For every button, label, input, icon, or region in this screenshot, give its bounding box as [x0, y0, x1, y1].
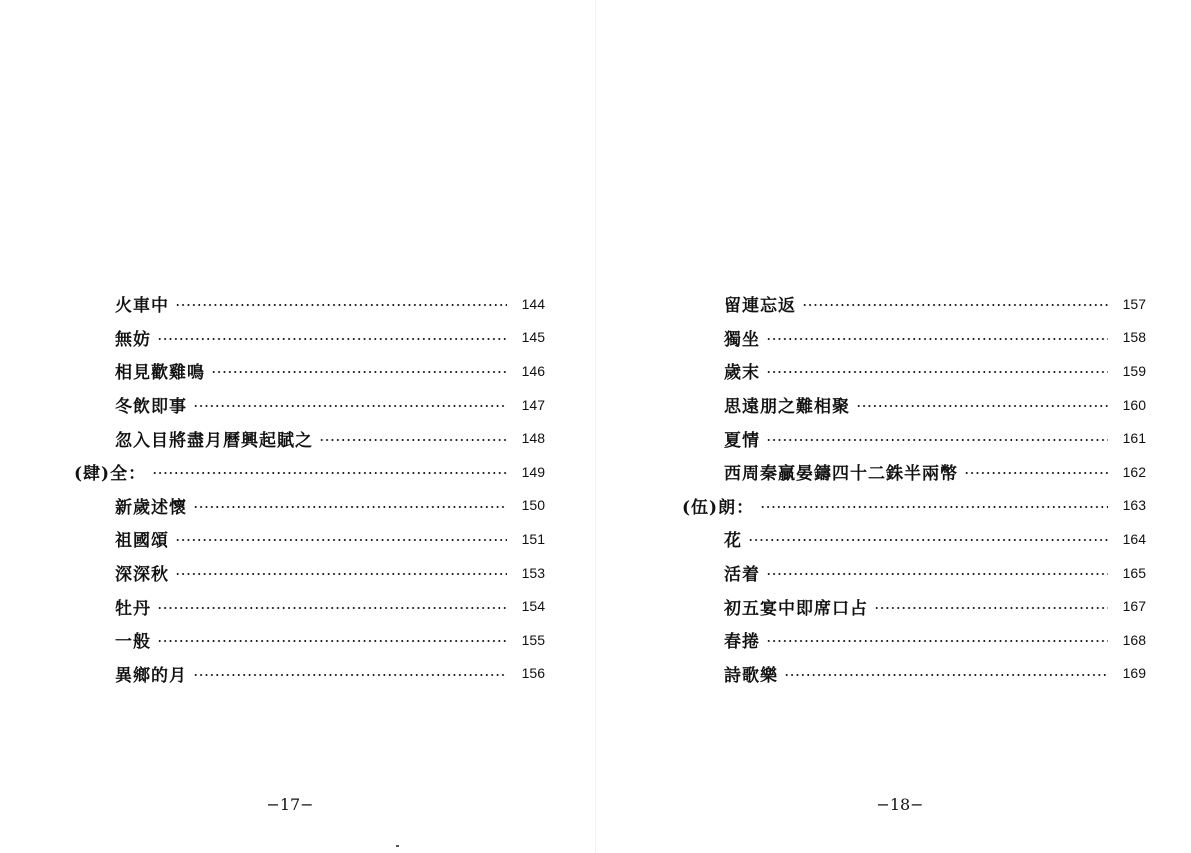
- toc-entry: [596, 421, 1146, 455]
- toc-entry: [0, 522, 545, 556]
- toc-entry: [0, 354, 545, 388]
- dot-leader: [766, 439, 1108, 441]
- toc-entry-title: 歲末: [724, 363, 760, 384]
- toc-entry-title: 無妨: [115, 329, 151, 350]
- toc-entry-title: 思遠朋之難相聚: [724, 397, 850, 418]
- page-number-right: −18−: [876, 795, 924, 814]
- toc-list-left: [0, 287, 545, 690]
- dot-leader: [175, 304, 507, 306]
- toc-section-heading: [0, 455, 545, 489]
- dot-leader: [802, 304, 1108, 306]
- toc-entry-page-number: 159: [1122, 362, 1146, 379]
- toc-entry: [0, 388, 545, 422]
- toc-entry-title: 相見歡雞鳴: [115, 363, 205, 384]
- toc-entry-title: 火車中: [115, 296, 169, 317]
- toc-entry-page-number: 155: [521, 631, 545, 648]
- toc-entry-title: 異鄉的月: [115, 665, 187, 686]
- toc-entry-title: 獨坐: [724, 329, 760, 350]
- dot-leader: [856, 405, 1108, 407]
- toc-entry-title: (肆)全：: [74, 464, 147, 485]
- left-page: [0, 0, 595, 853]
- toc-entry-title: 花: [724, 531, 742, 552]
- dot-leader: [766, 640, 1108, 642]
- dot-leader: [760, 506, 1108, 508]
- dot-leader: [157, 640, 507, 642]
- toc-entry-title: (伍)朗：: [682, 497, 755, 518]
- toc-entry-page-number: 163: [1122, 497, 1146, 514]
- dot-leader: [157, 338, 507, 340]
- dot-leader: [964, 472, 1108, 474]
- toc-entry: [596, 522, 1146, 556]
- toc-entry-page-number: 169: [1122, 665, 1146, 682]
- toc-entry-title: 深深秋: [115, 565, 169, 586]
- toc-entry: [0, 489, 545, 523]
- toc-entry-page-number: 148: [521, 430, 545, 447]
- right-page: [596, 0, 1191, 853]
- toc-entry-page-number: 165: [1122, 564, 1146, 581]
- toc-entry-page-number: 144: [521, 295, 545, 312]
- toc-list-right: [596, 287, 1146, 690]
- toc-entry-title: 新歲述懷: [115, 497, 187, 518]
- toc-entry-title: 春捲: [724, 632, 760, 653]
- toc-entry-title: 冬飲即事: [115, 397, 187, 418]
- toc-entry-title: 留連忘返: [724, 296, 796, 317]
- dot-leader: [193, 506, 507, 508]
- dot-leader: [748, 539, 1108, 541]
- toc-entry: [596, 287, 1146, 321]
- page-number-left: −17−: [266, 795, 314, 814]
- dot-leader: [766, 371, 1108, 373]
- dot-leader: [784, 674, 1108, 676]
- toc-entry: [0, 287, 545, 321]
- toc-entry-title: 夏情: [724, 430, 760, 451]
- toc-entry-page-number: 153: [521, 564, 545, 581]
- toc-entry: [596, 388, 1146, 422]
- toc-entry-page-number: 150: [521, 497, 545, 514]
- toc-entry: [0, 321, 545, 355]
- toc-entry-title: 忽入目將盡月曆興起賦之: [115, 430, 313, 451]
- toc-entry-page-number: 158: [1122, 329, 1146, 346]
- toc-entry-page-number: 149: [521, 463, 545, 480]
- toc-entry-page-number: 162: [1122, 463, 1146, 480]
- toc-entry-page-number: 154: [521, 598, 545, 615]
- dot-leader: [152, 472, 507, 474]
- toc-entry-page-number: 157: [1122, 295, 1146, 312]
- toc-entry: [0, 623, 545, 657]
- toc-entry-page-number: 161: [1122, 430, 1146, 447]
- toc-entry: [0, 556, 545, 590]
- dot-leader: [175, 573, 507, 575]
- toc-entry-title: 活着: [724, 565, 760, 586]
- toc-entry: [596, 623, 1146, 657]
- toc-entry: [0, 589, 545, 623]
- toc-entry-page-number: 160: [1122, 396, 1146, 413]
- toc-entry-page-number: 164: [1122, 530, 1146, 547]
- dot-leader: [157, 607, 507, 609]
- toc-entry-page-number: 147: [521, 396, 545, 413]
- dot-leader: [874, 607, 1108, 609]
- toc-entry: [0, 657, 545, 691]
- dot-leader: [193, 405, 507, 407]
- scan-speck: [396, 845, 399, 847]
- toc-entry-title: 初五宴中即席口占: [724, 598, 868, 619]
- dot-leader: [319, 439, 507, 441]
- toc-entry-page-number: 145: [521, 329, 545, 346]
- toc-entry-title: 祖國頌: [115, 531, 169, 552]
- dot-leader: [766, 338, 1108, 340]
- toc-entry-page-number: 156: [521, 665, 545, 682]
- toc-entry: [596, 589, 1146, 623]
- toc-entry-title: 一般: [115, 632, 151, 653]
- toc-entry: [596, 657, 1146, 691]
- dot-leader: [175, 539, 507, 541]
- toc-entry: [596, 455, 1146, 489]
- dot-leader: [211, 371, 507, 373]
- toc-entry-page-number: 167: [1122, 598, 1146, 615]
- dot-leader: [193, 674, 507, 676]
- toc-entry-page-number: 151: [521, 530, 545, 547]
- toc-entry-title: 西周秦贏晏鑄四十二銖半兩幣: [724, 464, 958, 485]
- toc-entry-title: 牡丹: [115, 598, 151, 619]
- toc-entry: [596, 354, 1146, 388]
- toc-entry-page-number: 168: [1122, 631, 1146, 648]
- toc-entry-page-number: 146: [521, 362, 545, 379]
- toc-entry-title: 詩歌樂: [724, 665, 778, 686]
- toc-entry: [0, 421, 545, 455]
- toc-entry: [596, 556, 1146, 590]
- toc-entry: [596, 321, 1146, 355]
- toc-section-heading: [596, 489, 1146, 523]
- dot-leader: [766, 573, 1108, 575]
